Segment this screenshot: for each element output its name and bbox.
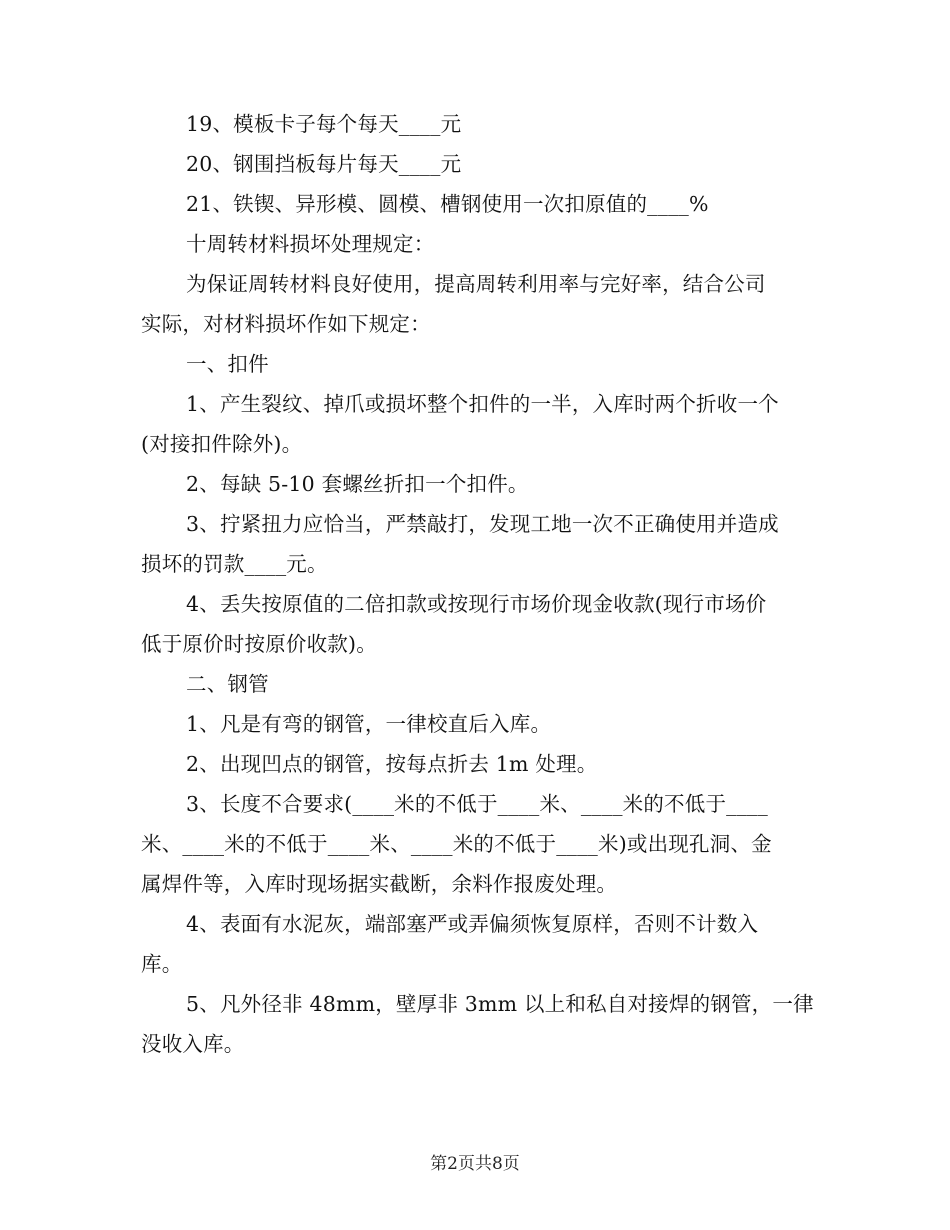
text-line: 低于原价时按原价收款)。: [141, 632, 377, 656]
document-body: [141, 104, 814, 1064]
text-line: 为保证周转材料良好使用，提高周转利用率与完好率，结合公司: [186, 272, 766, 296]
subsection-heading: 二、钢管: [186, 672, 269, 696]
text-line: 3、拧紧扭力应恰当，严禁敲打，发现工地一次不正确使用并造成: [186, 512, 779, 536]
text-line: 2、每缺 5-10 套螺丝折扣一个扣件。: [186, 472, 529, 496]
text-line: 1、凡是有弯的钢管，一律校直后入库。: [186, 712, 552, 736]
subsection-heading: 一、扣件: [186, 352, 269, 376]
text-line: 4、表面有水泥灰，端部塞严或弄偏须恢复原样，否则不计数入: [186, 912, 759, 936]
text-line: 20、钢围挡板每片每天____元: [186, 152, 462, 176]
text-line: 没收入库。: [141, 1032, 245, 1056]
text-line: 3、长度不合要求(____米的不低于____米、____米的不低于____: [186, 792, 768, 816]
text-line: 损坏的罚款____元。: [141, 552, 328, 576]
text-line: 5、凡外径非 48mm，壁厚非 3mm 以上和私自对接焊的钢管，一律: [186, 992, 814, 1016]
page-number: 第2页共8页: [430, 1154, 520, 1174]
text-line: 4、丢失按原值的二倍扣款或按现行市场价现金收款(现行市场价: [186, 592, 767, 616]
text-line: 2、出现凹点的钢管，按每点折去 1m 处理。: [186, 752, 598, 776]
text-line: 米、____米的不低于____米、____米的不低于____米)或出现孔洞、金: [141, 832, 772, 856]
text-line: 1、产生裂纹、掉爪或损坏整个扣件的一半，入库时两个折收一个: [186, 392, 779, 416]
section-heading: 十周转材料损坏处理规定：: [186, 232, 435, 256]
text-line: 21、铁锲、异形模、圆模、槽钢使用一次扣原值的____%: [186, 192, 709, 216]
text-line: 属焊件等，入库时现场据实截断，余料作报废处理。: [141, 872, 618, 896]
text-line: (对接扣件除外)。: [141, 432, 303, 456]
text-line: 实际，对材料损坏作如下规定：: [141, 312, 431, 336]
text-line: 19、模板卡子每个每天____元: [186, 112, 462, 136]
text-line: 库。: [141, 952, 183, 976]
